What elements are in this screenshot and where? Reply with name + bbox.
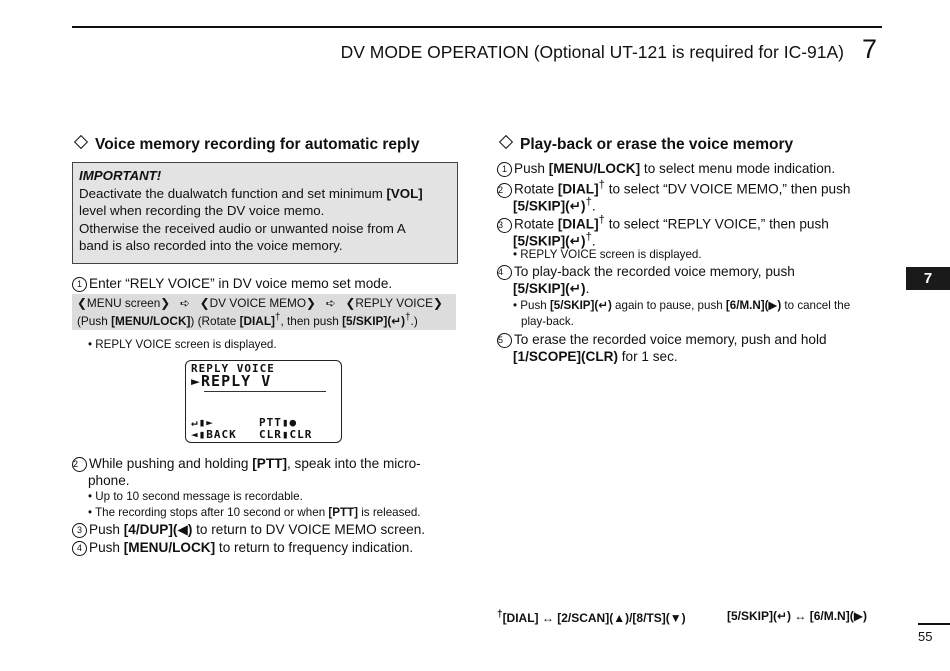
arrow-right-icon: ➪	[180, 296, 190, 310]
left-step-2: 2 While pushing and holding [PTT], speak into the micro-	[73, 456, 421, 471]
left-section-heading: Voice memory recording for automatic reply	[72, 136, 419, 154]
page-number-rule	[918, 623, 950, 625]
step-number: 3	[72, 523, 87, 538]
menu-sequence-box	[72, 294, 456, 330]
left-step-3: 3 Push [4/DUP](◀) to return to DV VOICE MEMO screen.	[72, 521, 425, 539]
lcd-title: REPLY VOICE	[191, 362, 275, 375]
menu-sequence-line: ❮MENU screen❯ ➪ ❮DV VOICE MEMO❯ ➪ ❮REPLY VOICE❯	[77, 296, 443, 310]
right-step-5-cont: [1/SCOPE](CLR) for 1 sec.	[513, 349, 678, 364]
lcd-key-hint: PTT▮●	[259, 416, 298, 429]
right-step-5: 5 To erase the recorded voice memory, push and hold	[498, 332, 827, 347]
right-step-4-cont: [5/SKIP](↵).	[513, 281, 590, 296]
footnote-skip: [5/SKIP](↵) ↔ [6/M.N](▶)	[727, 609, 867, 623]
chapter-number: 7	[862, 34, 878, 64]
lcd-key-hint: ◄▮BACK	[191, 428, 237, 441]
important-title: IMPORTANT!	[79, 168, 162, 183]
lcd-divider	[204, 391, 326, 392]
step-number: 5	[497, 333, 512, 348]
left-step-2-cont: phone.	[88, 473, 130, 488]
left-step-1: 1 Enter “RELY VOICE” in DV voice memo set mode.	[72, 275, 392, 293]
right-bullet-2: • Push [5/SKIP](↵) again to pause, push [6/M.N](▶) to cancel the	[513, 299, 851, 312]
footnote-dial: †[DIAL] ↔ [2/SCAN](▲)/[8/TS](▼)	[497, 609, 686, 625]
right-bullet-1: • REPLY VOICE screen is displayed.	[513, 248, 702, 261]
right-step-4: 4 To play-back the recorded voice memory, push	[498, 264, 795, 279]
lcd-key-hint: ↵▮►	[191, 416, 214, 429]
lcd-menu-item: ►REPLY V	[191, 372, 272, 390]
step-number: 3	[497, 218, 512, 233]
right-bullet-2-cont: play-back.	[521, 315, 574, 328]
important-line: Otherwise the received audio or unwanted noise from A	[79, 220, 406, 236]
step-number: 1	[497, 162, 512, 177]
important-line: band is also recorded into the voice memory.	[79, 238, 343, 254]
header-rule	[72, 26, 882, 28]
right-step-2: 2 Rotate [DIAL]† to select “DV VOICE MEMO,” then push	[498, 179, 851, 197]
diamond-icon	[499, 135, 513, 149]
left-step-4: 4 Push [MENU/LOCK] to return to frequency indication.	[72, 539, 413, 557]
lcd-screen-illustration	[185, 360, 342, 443]
right-step-1: 1 Push [MENU/LOCK] to select menu mode indication.	[497, 160, 835, 178]
page-header-title: DV MODE OPERATION (Optional UT-121 is required for IC-91A)	[340, 42, 844, 62]
chapter-side-tab: 7	[906, 267, 950, 290]
step-number: 4	[72, 541, 87, 556]
important-line: Deactivate the dualwatch function and set minimum [VOL]	[79, 185, 423, 201]
step-number: 2	[72, 457, 87, 472]
important-note-box	[72, 162, 458, 264]
left-bullet-1: • REPLY VOICE screen is displayed.	[88, 338, 277, 351]
right-step-3: 3 Rotate [DIAL]† to select “REPLY VOICE,” then push	[498, 214, 829, 232]
step-number: 2	[497, 183, 512, 198]
right-step-3-cont: [5/SKIP](↵)†.	[513, 231, 596, 249]
step-number: 4	[497, 265, 512, 280]
step-number: 1	[72, 277, 87, 292]
left-bullet-2: • Up to 10 second message is recordable.	[88, 490, 303, 503]
important-line: level when recording the DV voice memo.	[79, 203, 325, 219]
right-step-2-cont: [5/SKIP](↵)†.	[513, 196, 596, 214]
page-number: 55	[918, 629, 933, 644]
diamond-icon	[74, 135, 88, 149]
arrow-right-icon: ➪	[325, 296, 336, 310]
lcd-key-hint: CLR▮CLR	[259, 428, 313, 441]
right-section-heading: Play-back or erase the voice memory	[497, 136, 793, 154]
menu-sequence-instructions: (Push [MENU/LOCK]) (Rotate [DIAL]†, then push [5/SKIP](↵)†.)	[77, 312, 418, 328]
left-bullet-3: • The recording stops after 10 second or when [PTT] is released.	[88, 506, 421, 519]
